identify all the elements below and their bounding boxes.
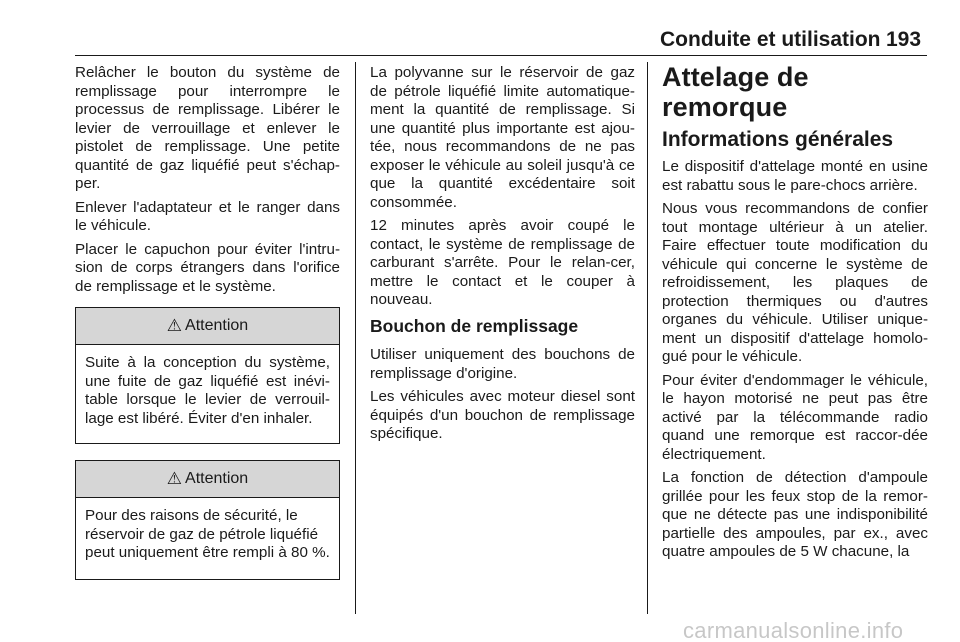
watermark: carmanualsonline.info	[683, 618, 904, 642]
paragraph: Relâcher le bouton du système de remplissage pour interrompre le processus de remplissage. Libérer le levier de verrouillage et enlever le pistolet de remplissage. Une petite quantité de gaz liquéfié peut s'échap-per.	[75, 64, 340, 192]
paragraph: Les véhicules avec moteur diesel sont équipés d'un bouchon de remplissage spécifique.	[370, 388, 635, 442]
paragraph: La polyvanne sur le réservoir de gaz de pétrole liquéfié limite automatique-ment la quantité de remplissage. Si une quantité plus importante est ajou-tée, nous recommandons de ne pas exposer le véhicule au soleil jusqu'à ce que la quantité excédentaire soit consommée.	[370, 64, 635, 211]
warning-header	[76, 461, 339, 498]
warning-triangle-icon: ⚠	[166, 315, 183, 335]
column-divider-2	[647, 62, 648, 614]
paragraph: 12 minutes après avoir coupé le contact, le système de remplissage de carburant s'arrête. Pour le relan-cer, mettre le contact et le couper à nouveau.	[370, 217, 635, 308]
chapter-title: Conduite et utilisation	[660, 28, 881, 51]
column-2	[370, 64, 635, 449]
column-3	[662, 64, 928, 567]
warning-triangle-icon: ⚠	[166, 468, 183, 488]
paragraph: Pour éviter d'endommager le véhicule, le hayon motorisé ne peut pas être activé par la télécommande radio quand une remorque est raccor-dée électriquement.	[662, 371, 928, 463]
paragraph: Le dispositif d'attelage monté en usine est rabattu sous le pare-chocs arrière.	[662, 158, 928, 194]
paragraph: Nous vous recommandons de confier tout montage ultérieur à un atelier. Faire effectuer toute modification du véhicule qui concerne le système de refroidissement, les plaques de protection thermiques ou d'autres organes du véhicule. Utiliser unique-ment un dispositif d'attelage homolo-gué pour le véhicule.	[662, 200, 928, 365]
page-header	[0, 26, 960, 56]
paragraph: La fonction de détection d'ampoule grillée pour les feux stop de la remor-que ne détecte pas une indisponibilité partielle des ampoules, par ex., avec quatre ampoules de 5 W chacune, la	[662, 469, 928, 560]
column-divider-1	[355, 62, 356, 614]
warning-title: Attention	[185, 316, 249, 334]
warning-box	[75, 460, 340, 580]
warning-text: Pour des raisons de sécurité, le réservoir de gaz de pétrole liquéfié peut uniquement être rempli à 80 %.	[85, 507, 330, 561]
warning-text: Suite à la conception du système, une fuite de gaz liquéfié est inévi-table lorsque le levier de verrouil-lage est libéré. Éviter d'en inhaler.	[85, 354, 330, 427]
warning-box	[75, 307, 340, 444]
column-1	[75, 64, 340, 590]
chapter-heading: Attelage de remorque	[662, 62, 809, 122]
warning-title: Attention	[185, 469, 249, 487]
paragraph: Utiliser uniquement des bouchons de remplissage d'origine.	[370, 346, 635, 382]
paragraph: Placer le capuchon pour éviter l'intru-sion de corps étrangers dans l'orifice de remplissage et le système.	[75, 240, 340, 295]
subheading: Informations générales	[662, 128, 894, 151]
header-rule	[75, 55, 927, 56]
warning-header	[76, 308, 339, 345]
section-heading: Bouchon de remplissage	[370, 315, 579, 336]
page-number: 193	[886, 28, 922, 51]
paragraph: Enlever l'adaptateur et le ranger dans le véhicule.	[75, 198, 340, 234]
